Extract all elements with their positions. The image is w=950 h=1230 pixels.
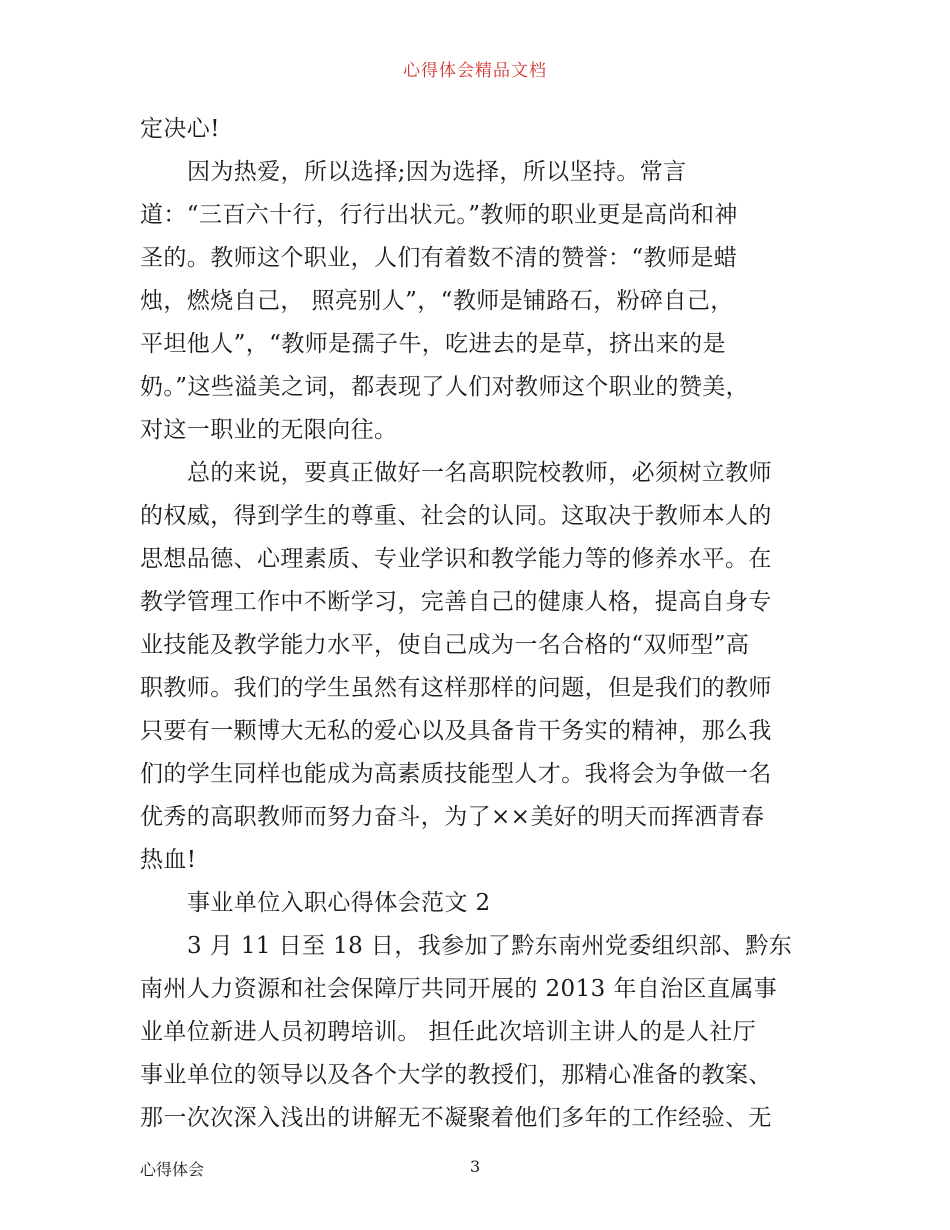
body-line: 职教师。我们的学生虽然有这样那样的问题，但是我们的教师	[140, 675, 772, 701]
body-line: 烛，燃烧自己， 照亮别人”，“教师是铺路石，粉碎自己，	[140, 288, 734, 314]
body-line: 热血!	[140, 847, 197, 873]
body-line: 优秀的高职教师而努力奋斗，为了××美好的明天而挥洒青春	[140, 804, 765, 830]
section-heading: 事业单位入职心得体会范文 2	[187, 890, 491, 916]
body-line: 3 月 11 日至 18 日，我参加了黔东南州党委组织部、黔东	[187, 933, 793, 959]
body-line: 圣的。教师这个职业，人们有着数不清的赞誉：“教师是蜡	[140, 245, 738, 271]
body-line: 的权威，得到学生的尊重、社会的认同。这取决于教师本人的	[140, 503, 772, 529]
body-line: 道：“三百六十行，行行出状元。”教师的职业更是高尚和神	[140, 202, 738, 228]
page-header-title: 心得体会精品文档	[403, 61, 547, 81]
body-line: 思想品德、心理素质、专业学识和教学能力等的修养水平。在	[140, 546, 772, 572]
body-line: 业单位新进人员初聘培训。 担任此次培训主讲人的是人社厅	[140, 1019, 757, 1045]
body-line: 平坦他人”，“教师是孺子牛，吃进去的是草，挤出来的是	[140, 331, 726, 357]
body-line: 业技能及教学能力水平，使自己成为一名合格的“双师型”高	[140, 632, 750, 658]
body-line: 总的来说，要真正做好一名高职院校教师，必须树立教师	[187, 460, 772, 486]
document-body	[140, 108, 815, 1140]
body-line: 们的学生同样也能成为高素质技能型人才。我将会为争做一名	[140, 761, 772, 787]
body-line: 奶。”这些溢美之词，都表现了人们对教师这个职业的赞美，	[140, 374, 750, 400]
body-line: 因为热爱，所以选择;因为选择，所以坚持。常言	[187, 159, 687, 185]
footer-label: 心得体会	[140, 1160, 205, 1179]
body-line: 事业单位的领导以及各个大学的教授们，那精心准备的教案、	[140, 1062, 772, 1088]
body-line: 定决心!	[140, 116, 220, 142]
page-number: 3	[470, 1157, 481, 1176]
body-line: 只要有一颗博大无私的爱心以及具备肯干务实的精神，那么我	[140, 718, 772, 744]
body-line: 那一次次深入浅出的讲解无不凝聚着他们多年的工作经验、无	[140, 1105, 772, 1131]
body-line: 教学管理工作中不断学习，完善自己的健康人格，提高自身专	[140, 589, 772, 615]
body-line: 对这一职业的无限向往。	[140, 417, 398, 443]
body-line: 南州人力资源和社会保障厅共同开展的 2013 年自治区直属事	[140, 976, 778, 1002]
